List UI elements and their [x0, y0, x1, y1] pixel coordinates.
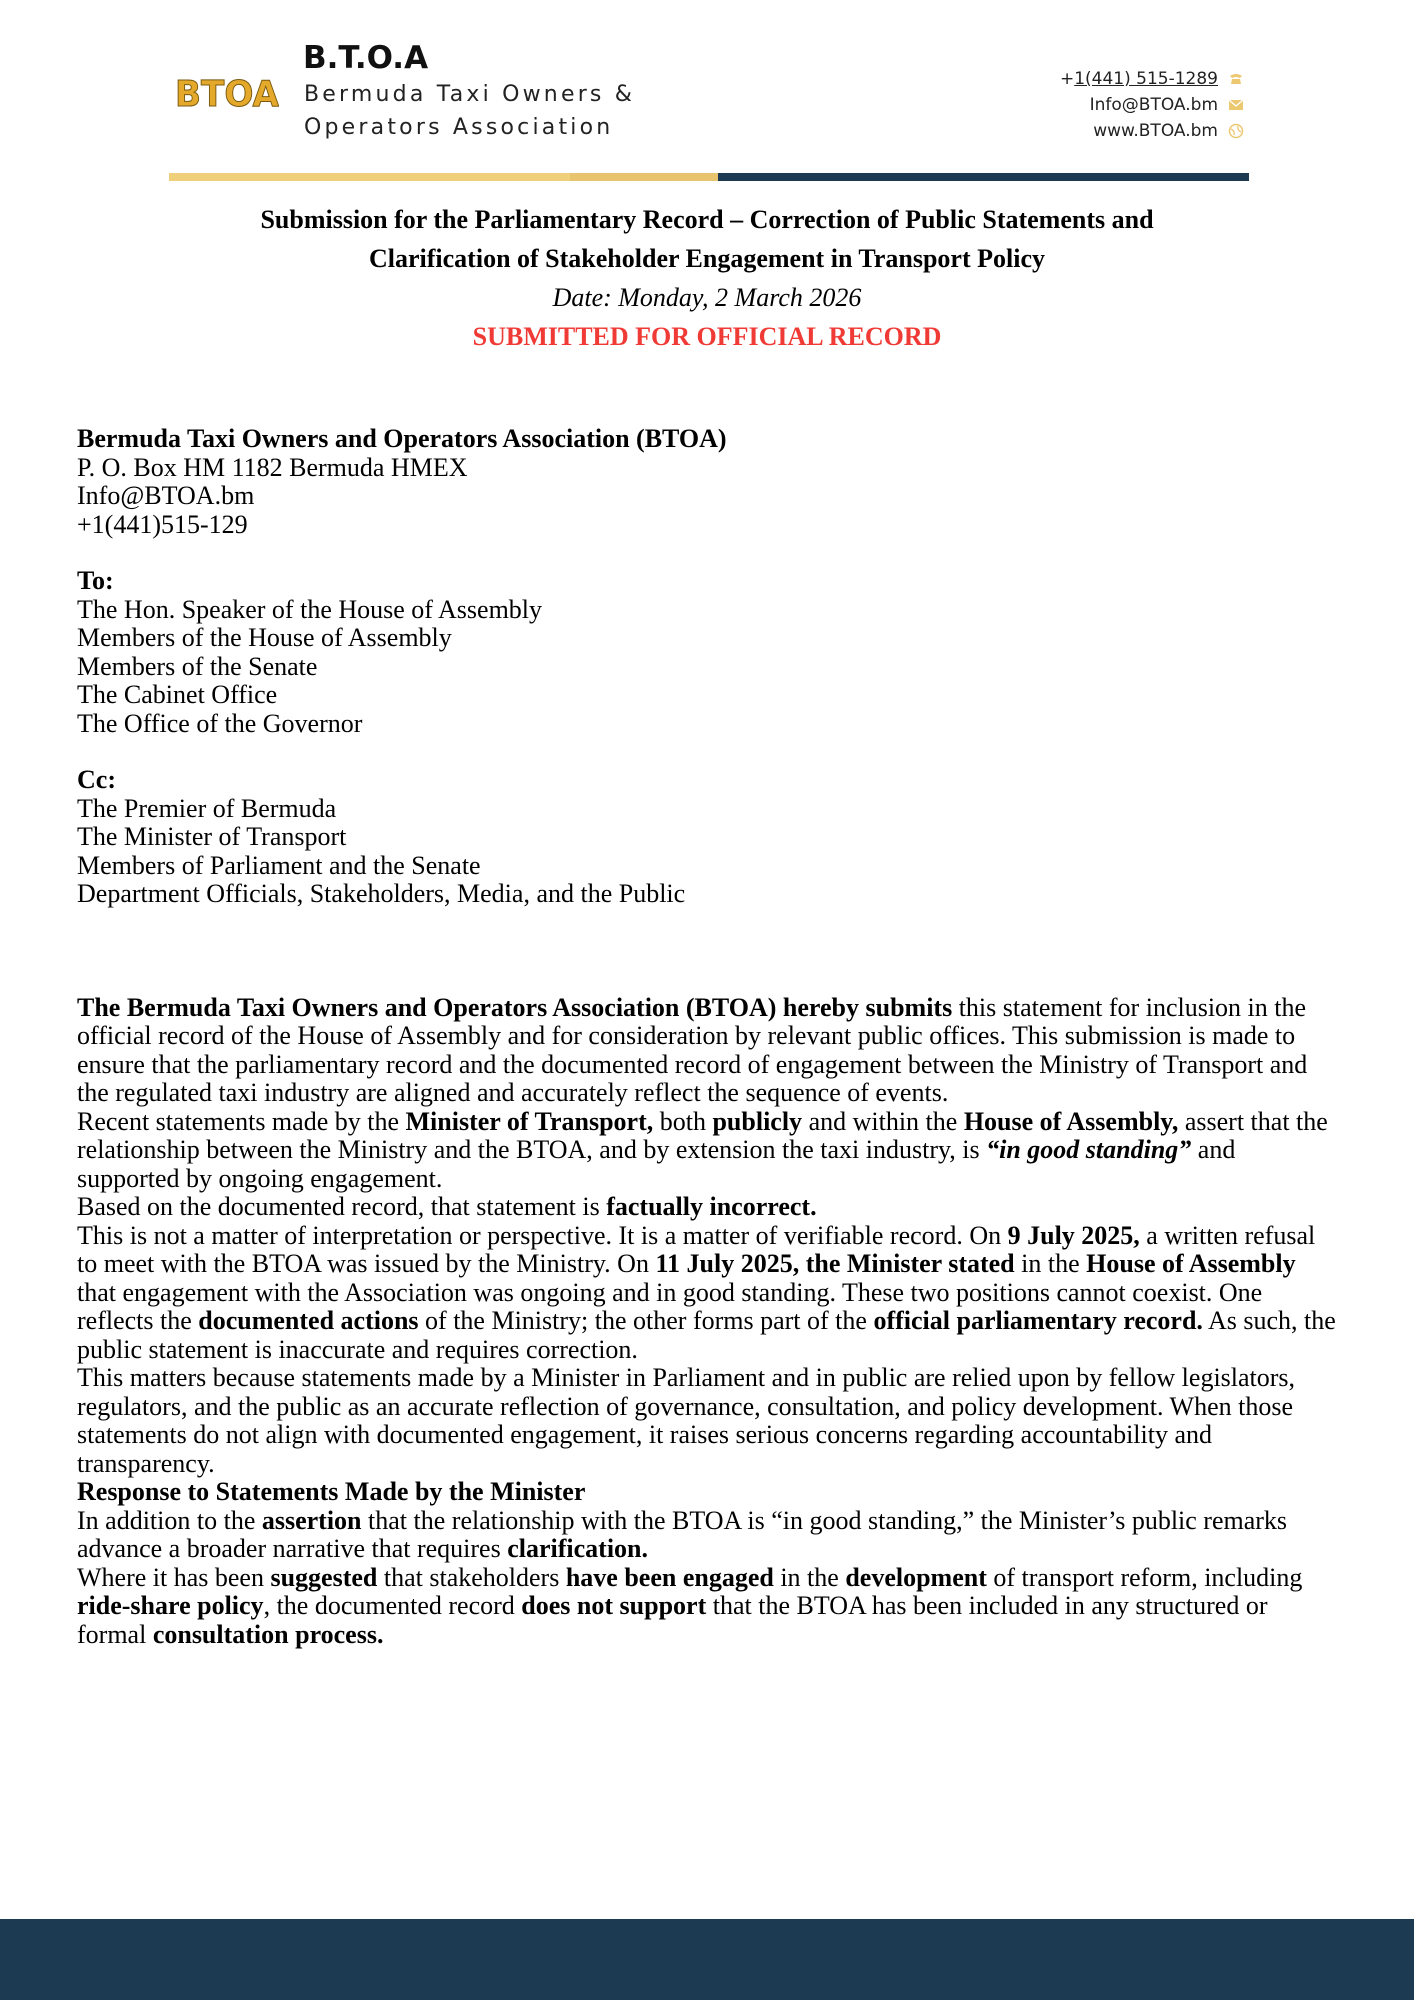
- emphasis-text: factually incorrect.: [606, 1192, 817, 1221]
- body-text: assert that the relationship between the Ministry and the BTOA, and by extension the taxi industry, is: [77, 1106, 1328, 1164]
- emphasis-text: clarification.: [507, 1534, 649, 1563]
- emphasis-text: does not support: [521, 1591, 707, 1620]
- letter-body: [77, 425, 1337, 1649]
- emphasis-text: 11 July 2025, the Minister stated: [655, 1249, 1015, 1278]
- header-rule-navy: [718, 173, 1249, 181]
- submission-status: SUBMITTED FOR OFFICIAL RECORD: [472, 322, 942, 351]
- header-rule-gold-accent: [570, 173, 718, 181]
- contact-info: [1060, 66, 1244, 144]
- body-text: both: [653, 1106, 713, 1136]
- paragraph-verifiable-record: [77, 1222, 1337, 1365]
- emphasis-text: have been engaged: [565, 1562, 774, 1592]
- paragraph-why-it-matters: [77, 1364, 1337, 1478]
- body-text: Where it has been: [77, 1562, 271, 1592]
- sender-block: [77, 425, 1337, 539]
- emphasis-text: 9 July 2025,: [1007, 1220, 1140, 1250]
- body-text: and supported by ongoing engagement.: [77, 1135, 1236, 1193]
- body-text: and within the: [802, 1106, 964, 1136]
- emphasis-text: official parliamentary record.: [873, 1306, 1203, 1335]
- emphasis-text: The Bermuda Taxi Owners and Operators Association (BTOA) hereby submits: [77, 992, 953, 1022]
- org-full-name: Bermuda Taxi Owners & Operators Association: [304, 82, 636, 140]
- website-link[interactable]: www.BTOA.bm: [1093, 121, 1218, 141]
- cc-block: [77, 766, 1337, 909]
- sender-email: Info@BTOA.bm: [77, 481, 255, 510]
- paragraph-factually-incorrect: [77, 1193, 1337, 1222]
- body-text: In addition to the: [77, 1505, 262, 1535]
- body-text: that stakeholders: [377, 1562, 566, 1592]
- body-text: This matters because statements made by a Minister in Parliament and in public are relied upon by fellow legislators, regulators, and the public as an accurate reflection of governance, consultation, and policy development. When those statements do not align with documented engagement, it raises serious concerns regarding accountability and transparency.: [77, 1363, 1296, 1478]
- document-date: Date: Monday, 2 March 2026: [552, 283, 862, 312]
- org-abbreviation: B.T.O.A: [303, 40, 429, 76]
- to-block: [77, 567, 1337, 738]
- sender-address: P. O. Box HM 1182 Bermuda HMEX: [77, 452, 468, 482]
- to-recipient: Members of the Senate: [77, 651, 318, 681]
- section-heading: Response to Statements Made by the Minister: [77, 1477, 586, 1506]
- phone-number[interactable]: +1(441) 515-1289: [1059, 69, 1218, 89]
- body-text: in the: [773, 1562, 846, 1592]
- body-text: Based on the documented record, that statement is: [77, 1192, 607, 1221]
- logo-text: BTOA: [175, 74, 279, 114]
- body-text: Recent statements made by the: [77, 1106, 406, 1136]
- to-recipient: Members of the House of Assembly: [77, 623, 452, 652]
- to-recipient: The Cabinet Office: [77, 680, 278, 709]
- emphasis-text: House of Assembly: [1086, 1249, 1296, 1278]
- paragraph-consultation: [77, 1564, 1337, 1650]
- cc-recipient: Department Officials, Stakeholders, Media, and the Public: [77, 879, 686, 908]
- body-text: As such, the public statement is inaccurate and requires correction.: [77, 1306, 1336, 1364]
- email-link[interactable]: Info@BTOA.bm: [1089, 95, 1218, 115]
- body-text: , the documented record: [263, 1591, 522, 1620]
- globe-icon: [1228, 123, 1244, 139]
- title-line-1: Submission for the Parliamentary Record – Correction of Public Statements and: [260, 205, 1154, 234]
- document-title-block: [180, 200, 1234, 356]
- body-text: that the BTOA has been included in any structured or formal: [77, 1591, 1268, 1649]
- emphasis-text: House of Assembly,: [963, 1106, 1179, 1136]
- body-text: of transport reform, including: [986, 1562, 1303, 1592]
- paragraph-intro: [77, 994, 1337, 1108]
- to-label: To:: [77, 566, 114, 595]
- btoa-logo: [175, 70, 279, 114]
- body-text: in the: [1014, 1249, 1087, 1278]
- emphasis-text: “in good standing”: [986, 1135, 1192, 1164]
- body-text: that engagement with the Association was ongoing and in good standing. These two positions cannot coexist. One reflects the: [77, 1277, 1263, 1335]
- body-text: this statement for inclusion in the official record of the House of Assembly and for consideration by relevant public offices. This submission is made to ensure that the parliamentary record and the documented record of engagement between the Ministry of Transport and the regulated taxi industry are aligned and accurately reflect the sequence of events.: [77, 992, 1308, 1107]
- cc-recipient: Members of Parliament and the Senate: [77, 850, 481, 880]
- body-text: a written refusal to meet with the BTOA was issued by the Ministry. On: [77, 1220, 1316, 1278]
- cc-label: Cc:: [77, 765, 116, 794]
- emphasis-text: publicly: [712, 1106, 803, 1136]
- body-text: of the Ministry; the other forms part of the: [418, 1306, 874, 1335]
- envelope-icon: [1228, 97, 1244, 113]
- emphasis-text: documented actions: [198, 1306, 419, 1335]
- paragraph-minister-statements: [77, 1108, 1337, 1194]
- body-text: that the relationship with the BTOA is “in good standing,” the Minister’s public remarks advance a broader narrative that requires: [77, 1505, 1288, 1563]
- sender-phone: +1(441)515-129: [77, 509, 248, 539]
- phone-icon: [1228, 71, 1244, 87]
- title-line-2: Clarification of Stakeholder Engagement in Transport Policy: [369, 244, 1045, 273]
- to-recipient: The Hon. Speaker of the House of Assembly: [77, 594, 543, 624]
- cc-recipient: The Premier of Bermuda: [77, 793, 337, 823]
- paragraph-broader-narrative: [77, 1507, 1337, 1564]
- emphasis-text: ride-share policy: [77, 1591, 264, 1620]
- emphasis-text: consultation process.: [152, 1619, 384, 1649]
- emphasis-text: suggested: [270, 1562, 378, 1592]
- emphasis-text: Minister of Transport,: [405, 1106, 654, 1136]
- emphasis-text: development: [845, 1562, 987, 1592]
- to-recipient: The Office of the Governor: [77, 708, 363, 738]
- emphasis-text: assertion: [261, 1505, 362, 1535]
- footer-bar: [0, 1919, 1414, 2000]
- body-text: This is not a matter of interpretation or perspective. It is a matter of verifiable record. On: [77, 1220, 1008, 1250]
- cc-recipient: The Minister of Transport: [77, 822, 347, 851]
- sender-name: Bermuda Taxi Owners and Operators Association (BTOA): [77, 424, 727, 453]
